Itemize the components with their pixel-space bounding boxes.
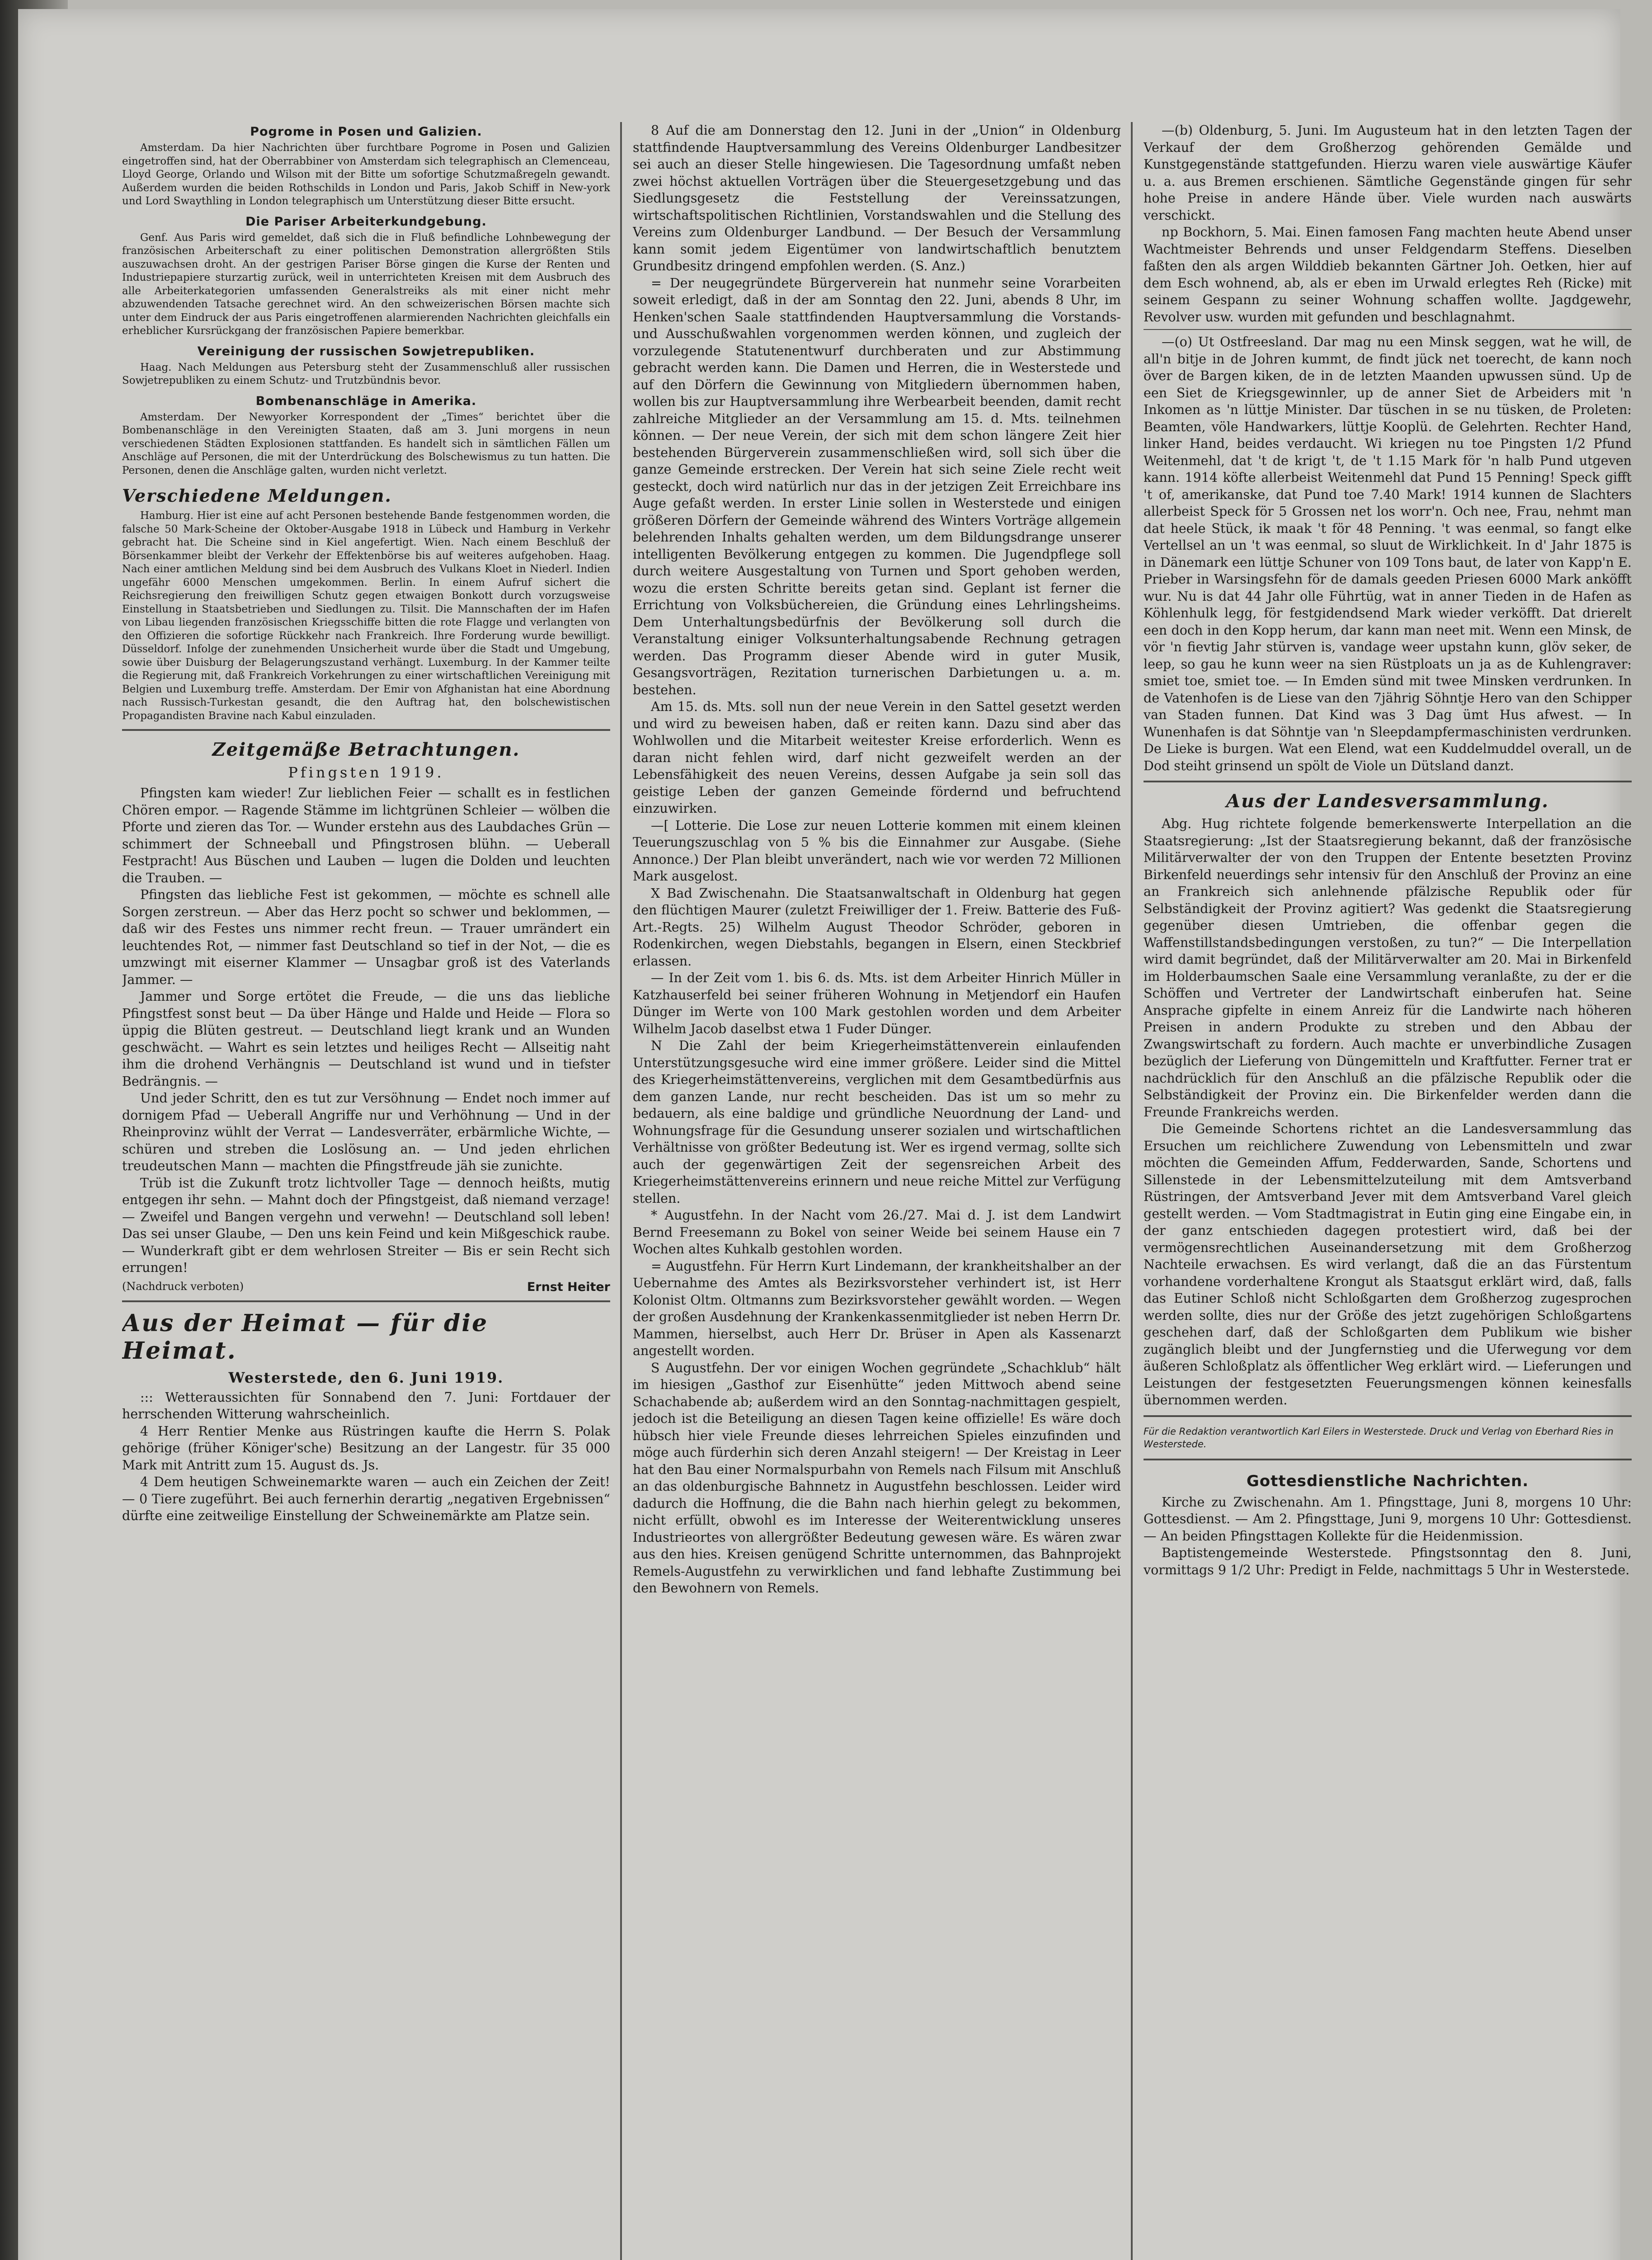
section-heading: Die Pariser Arbeiterkundgebung. xyxy=(245,214,487,229)
local-news: 8 Auf die am Donnerstag den 12. Juni in der „Union“ in Oldenburg stattfindende Hauptversammlung des Vereins Oldenburger Landbesitzer sei auch an dieser Stelle hingewiesen. Die Tagesordnung umfaßt neben zwei höchst aktuellen Vorträgen über die Steuergesetzgebung und das Siedlungsgesetz die Feststellung der Vereinssatzungen, wirtschaftspolitischen Richtlinien, Vorstandswahlen und die Stellung des Vereins zum Oldenburger Landbund. — Der Besuch der Versammlung kann somit jedem Eigentümer von landwirtschaftlich benutztem Grundbesitz dringend empfohlen werden. (S. Anz.) = Der neugegründete Bürgerverein hat nunmehr seine Vorarbeiten soweit erledigt, daß in der am Sonntag den 22. Juni, abends 8 Uhr, im Henken'schen Saale stattfindenden Hauptversammlung die Vorstands- und Ausschußwahlen vorgenommen werden können, und zugleich der vorzulegende Statutenentwurf durchberaten und zur Abstimmung gebracht werden kann. Die Damen und Herren, die in Westerstede und auf den Dörfern die Gewinnung von Mitgliedern übernommen haben, wollen bis zur Hauptversammlung ihre Werbearbeit beenden, damit recht zahlreiche Mitglieder an der Versammlung am 15. d. Mts. teilnehmen können. — Der neue Verein, der sich mit dem schon längere Zeit hier bestehenden Bürgerverein zusammenschließen wird, soll sich über die ganze Gemeinde erstrecken. Der Verein hat sich seine Ziele recht weit gesteckt, doch wird natürlich nur das in der jetzigen Zeit Erreichbare ins Auge gefaßt werden. In erster Linie sollen in Westerstede und einigen größeren Dörfern der Gemeinde während des Winters Vorträge allgemein belehrenden Inhalts gehalten werden, um dem Bildungsdrange unserer intelligenten Bevölkerung entgegen zu kommen. Die Jugendpflege soll durch weitere Ausgestaltung von Turnen und Sport gehoben werden, wozu die ersten Schritte bereits getan sind. Geplant ist ferner die Errichtung von Volksbüchereien, die Gründung eines Lehrlingsheims. Dem Unterhaltungsbedürfnis der Bevölkerung soll durch die Veranstaltung einiger Volksunterhaltungsabende Rechnung getragen werden. Das Programm dieser Abende wird in guter Musik, Gesangsvorträgen, Rezitation turnerischen Darbietungen u. a. m. bestehen. Am 15. ds. Mts. soll nun der neue Verein in den Sattel gesetzt werden und wird zu beweisen haben, daß er reiten kann. Dazu sind aber das Wohlwollen und die Mitarbeit weitester Kreise erforderlich. Wenn es daran nicht fehlen wird, darf nicht gezweifelt werden an der Lebensfähigkeit des neuen Vereins, dessen Aufgabe ja sein soll das geistige Leben der ganzen Gemeinde fördernd und befruchtend einzuwirken. —[ Lotterie. Die Lose zur neuen Lotterie kommen mit einem kleinen Teuerungszuschlag von 5 % bis die Einnahmer zur Ausgabe. (Siehe Annonce.) Der Plan bleibt unverändert, nach wie vor werden 72 Millionen Mark ausgelost. X Bad Zwischenahn. Die Staatsanwaltschaft in Oldenburg hat gegen den flüchtigen Maurer (zuletzt Freiwilliger der 1. Freiw. Batterie des Fuß-Art.-Regts. 25) Wilhelm August Theodor Schröder, geboren in Rodenkirchen, wegen Diebstahls, begangen in Elsern, einen Steckbrief erlassen. — In der Zeit vom 1. bis 6. ds. Mts. ist dem Arbeiter Hinrich Müller in Katzhauserfeld bei seiner früheren Wohnung in Metjendorf ein Haufen Dünger im Werte von 100 Mark gestohlen worden und dem Arbeiter Wilhelm Jacob daselbst etwa 1 Fuder Dünger. N Die Zahl der beim Kriegerheimstättenverein einlaufenden Unterstützungsgesuche wird eine immer größere. Leider sind die Mittel des Kriegerheimstättenvereins, verglichen mit dem Gesamtbedürfnis aus dem ganzen Lande, nur recht bescheiden. Das ist um so mehr zu bedauern, als eine baldige und gründliche Neuordnung der Land- und Wohnungsfrage für die Gesundung unserer sozialen und wirtschaftlichen Verhältnisse von größter Bedeutung ist. Wer es irgend vermag, sollte sich auch der gegenwärtigen Zeit der segensreichen Arbeit des Kriegerheimstättenvereins erinnern und neue reiche Mittel zur Verfügung stellen. * Augustfehn. In der Nacht vom 26./27. Mai d. J. ist dem Landwirt Bernd Freesemann zu Bokel von seiner Weide bei seinem Hause ein 7 Wochen altes Kuhkalb gestohlen worden. = Augustfehn. Für Herrn Kurt Lindemann, der krankheitshalber an der Uebernahme des Amtes als Bezirksvorsteher verhindert ist, ist Herr Kolonist Oltm. Oltmanns zum Bezirksvorsteher gewählt worden. — Wegen der großen Ausdehnung der Krankenkassenmitglieder ist neben Herrn Dr. Mammen, hierselbst, auch Herr Dr. Brüser in Apen als Kassenarzt angestellt worden. S Augustfehn. Der vor einigen Wochen gegründete „Schachklub“ hält im hiesigen „Gasthof zur Eisenhütte“ jeden Mittwoch abend seine Schachabende ab; außerdem wird an den Sonntag-nachmittagen gespielt, jedoch ist die Beteiligung an diesen Tagen keine offizielle! Es wäre doch hübsch hier viele Freunde dieses lehrreichen Spieles einzufinden und möge auch fürderhin sich deren Anzahl steigern! — Der Kreistag in Leer hat den Bau einer Normalspurbahn von Remels nach Filsum mit Anschluß an das oldenburgische Bahnnetz in Augustfehn beschlossen. Leider wird dadurch die Hoffnung, die die Bahn nach hierhin gelegt zu bekommen, nicht erfüllt, obwohl es im Interesse der Weiterentwicklung unseres Industrieortes von allergrößter Bedeutung gewesen wäre. Es wären zwar aus den hies. Kreisen genügend Schritte unternommen, das Bahnprojekt Remels-Augustfehn zu verwirklichen und fand lebhafte Zustimmung bei den Bewohnern von Remels. xyxy=(633,123,1121,1596)
column-rule xyxy=(620,122,622,2260)
news-item: Genf. Aus Paris wird gemeldet, daß sich die in Fluß befindliche Lohnbewegung der französischen Arbeiterschaft zu einer politischen Demonstration allergrößten Stils auszuwachsen droht. An der gestrigen Pariser Börse gingen die Kurse der Renten und Industriepapiere sturzartig zurück, weil in unterrichteten Kreisen mit dem Ausbruch des alle Arbeiterkategorien umfassenden Generalstreiks als mit einer nicht mehr abzuwendenden Tatsache gerechnet wird. An den schweizerischen Börsen machte sich unter dem Eindruck der aus Paris eingetroffenen alarmierenden Nachrichten gleichfalls ein erheblicher Kursrückgang der französischen Papiere bemerkbar. xyxy=(122,231,610,337)
byline xyxy=(122,1280,610,1294)
local-news: ::: Wetteraussichten für Sonnabend den 7. Juni: Fortdauer der herrschenden Witterung wahrscheinlich. 4 Herr Rentier Menke aus Rüstringen kaufte die Herrn S. Polak gehörige (früher Königer'sche) Besitzung an der Langestr. für 35 000 Mark mit Antritt zum 15. August ds. Js. 4 Dem heutigen Schweinemarkte waren — auch ein Zeichen der Zeit! — 0 Tiere zugeführt. Bei auch fernerhin derartig „negativen Ergebnissen“ dürfte eine zeitweilige Einstellung der Schweinemärkte am Platze sein. xyxy=(122,1389,610,1523)
author: Ernst Heiter xyxy=(527,1280,610,1294)
news-item: Amsterdam. Da hier Nachrichten über furchtbare Pogrome in Posen und Galizien eingetroffen sind, hat der Oberrabbiner von Amsterdam sich telegraphisch an Clemenceau, Lloyd George, Orlando und Wilson mit der Bitte um sofortige Schutzmaßregeln gewandt. Außerdem wurden die beiden Rothschilds in London und Paris, Jakob Schiff in New-york und Lord Swaythling in London telegraphisch um Unterstützung dieser Bitte ersucht. xyxy=(122,142,610,207)
section-heading: Gottesdienstliche Nachrichten. xyxy=(1246,1472,1529,1490)
column-3 xyxy=(1144,122,1632,2260)
news-item: Amsterdam. Der Newyorker Korrespondent der „Times“ berichtet über die Bombenanschläge in den Vereinigten Staaten, daß am 3. Juni morgens in neun verschiedenen Städten Explosionen stattfanden. Es handelt sich in sämtlichen Fällen um Anschläge auf Personen, die mit der Unterdrückung des Bolschewismus zu tun hatten. Die Personen, denen die Anschläge galten, wurden nicht verletzt. xyxy=(122,411,610,476)
divider xyxy=(1144,329,1632,330)
column-rule xyxy=(1131,122,1133,2260)
section-heading: Zeitgemäße Betrachtungen. xyxy=(212,739,520,760)
imprint: Für die Redaktion verantwortlich Karl Eilers in Westerstede. Druck und Verlag von Eberhard Ries in Westerstede. xyxy=(1144,1426,1614,1450)
assembly-report: Abg. Hug richtete folgende bemerkenswerte Interpellation an die Staatsregierung: „Ist der Staatsregierung bekannt, daß der französische Militärverwalter der von den Truppen der Entente besetzten Provinz Birkenfeld neuerdings sehr intensiv für den Anschluß der Provinz an eine an Frankreich sich anlehnende pfälzische Republik oder für Selbständigkeit der Provinz agitiert? Was gedenkt die Staatsregierung gegenüber diesen Umtrieben, die offenbar gegen die Waffenstillstandsbedingungen verstoßen, zu tun?“ — Die Interpellation wird damit begründet, daß der Militärverwalter am 20. Mai in Birkenfeld im Holderbaumschen Saale eine Versammlung veranlaßte, zu der er die Schöffen und Vertreter der Landwirtschaft einberufen hat. Seine Ansprache gipfelte in einem Anreiz für die Landwirte nach höheren Preisen in andern Produkte zu streben und den Abbau der Zwangswirtschaft zu fordern. Auch machte er unverbindliche Zusagen bezüglich der Lieferung von Düngemitteln und Kraftfutter. Ferner trat er nachdrücklich für den Anschluß an die pfälzische Republik oder die Selbständigkeit der Provinz ein. Die Birkenfelder werden dann die Freunde Frankreichs werden. Die Gemeinde Schortens richtet an die Landesversammlung das Ersuchen um reichlichere Zuwendung von Lebensmitteln und zwar möchten die Gemeinden Affum, Fedderwarden, Sande, Schortens und Sillenstede in der Lebensmittelzuteilung mit dem Amtsverband Rüstringen, der Amtsverband Jever mit dem Amtsverband Varel gleich gestellt werden. — Vom Stadtmagistrat in Eutin ging eine Eingabe ein, in der ganz entschieden dagegen protestiert wird, daß bei der vermögensrechtlichen Auseinandersetzung mit dem Großherzog Nachteile erwachsen. Es wird verlangt, daß die an das Fürstentum vorhandene vorderhaltene Krongut als Staatsgut erklärt wird, daß, falls das Eutiner Schloß nicht Schloßgarten dem Großherzog zugesprochen werden sollte, dies nur der Größe des jetzt zugehörigen Schloßgartens geschehen darf, daß der Schloßgarten dem Publikum wie bisher zugänglich bleibt und der Jungfernstieg und die Uferwegung vor dem äußeren Schloßplatz als öffentlicher Weg erklärt wird. — Lieferungen und Leistungen der festgesetzten Feuerungsmengen können keinesfalls übernommen werden. xyxy=(1144,816,1632,1408)
poem-subtitle: Pfingsten 1919. xyxy=(288,764,444,781)
section-heading: Aus der Heimat — für die Heimat. xyxy=(122,1309,489,1365)
divider xyxy=(1144,781,1632,782)
reprint-note: (Nachdruck verboten) xyxy=(122,1280,244,1293)
section-heading: Pogrome in Posen und Galizien. xyxy=(250,125,482,139)
column-1 xyxy=(122,122,610,2260)
divider xyxy=(1144,1415,1632,1417)
section-heading: Bombenanschläge in Amerika. xyxy=(255,394,477,408)
section-heading: Vereinigung der russischen Sowjetrepubliken. xyxy=(197,344,535,358)
poem-text: Pfingsten kam wieder! Zur lieblichen Feier — schallt es in festlichen Chören empor. — Ragende Stämme im lichtgrünen Schleier — wölben die Pforte und zieren das Tor. — Wunder erstehn aus des Laubdaches Grün — schimmert der Schneeball und Pfingstrosen blühn. — Ueberall Festpracht! Aus Büschen und Lauben — lugen die Dolden und leuchten die Trauben. — Pfingsten das liebliche Fest ist gekommen, — möchte es schnell alle Sorgen zerstreun. — Aber das Herz pocht so schwer und beklommen, — daß wir des Festes uns nimmer recht freun. — Trauer umrändert ein leuchtendes Rot, — nimmer fast Deutschland so tief in der Not, — die es umzwingt mit eiserner Klammer — Unsagbar groß ist des Vaterlands Jammer. — Jammer und Sorge ertötet die Freude, — die uns das liebliche Pfingstfest sonst beut — Da über Hänge und Halde und Heide — Flora so üppig die Blüten gestreut. — Deutschland liegt krank und an Wunden geschwächt. — Wahrt es sein letztes und heiliges Recht — Allseitig naht ihm die drohend Verhängnis — Deutschland ist wund und in tiefster Bedrängnis. — Und jeder Schritt, den es tut zur Versöhnung — Endet noch immer auf dornigem Pfad — Ueberall Angriffe nur und Verhöhnung — Und in der Rheinprovinz wühlt der Verrat — Landesverräter, erbärmliche Wichte, — schüren und streben die Loslösung an. — Und jeden ehrlichen treudeutschen Mann — machten die Pfingstfreude jäh sie zunichte. Trüb ist die Zukunft trotz lichtvoller Tage — dennoch heißts, mutig entgegen ihr sehn. — Mahnt doch der Pfingstgeist, daß niemand verzage! — Zweifel und Bangen vergehn und verwehn! — Deutschland soll leben! Das sei unser Glaube, — Den uns kein Feind und kein Mißgeschick raube. — Wunderkraft gibt er dem wehrlosen Streiter — Bis er sein Recht sich errungen! xyxy=(122,786,610,1275)
section-heading: Aus der Landesversammlung. xyxy=(1226,791,1549,812)
section-heading: Verschiedene Meldungen. xyxy=(122,485,392,506)
column-2 xyxy=(633,122,1121,2260)
divider xyxy=(122,1300,610,1302)
news-item: Haag. Nach Meldungen aus Petersburg steht der Zusammenschluß aller russischen Sowjetrepubliken zu einem Schutz- und Trutzbündnis bevor. xyxy=(122,361,610,386)
divider xyxy=(122,729,610,731)
divider xyxy=(1144,1459,1632,1460)
regional-news: —(b) Oldenburg, 5. Juni. Im Augusteum hat in den letzten Tagen der Verkauf der dem Großherzog gehörenden Gemälde und Kunstgegenstände stattgefunden. Hierzu waren viele auswärtige Käufer u. a. aus Bremen erschienen. Sämtliche Gegenstände gingen für sehr hohe Preise in andere Hände über. Viele wurden nach auswärts verschickt. np Bockhorn, 5. Mai. Einen famosen Fang machten heute Abend unser Wachtmeister Behrends und unser Feldgendarm Steffens. Dieselben faßten den als argen Wilddieb bekannten Gärtner Joh. Oetken, hier auf dem Esch wohnend, ab, als er eben im Urwald erlegtes Reh (Ricke) mit seinem Gespann zu seiner Wohnung schaffen wollte. Jagdgewehr, Revolver usw. wurden mit gefunden und beschlagnahmt. —(o) Ut Ostfreesland. Dar mag nu een Minsk seggen, wat he will, de all'n bitje in de Johren kummt, de findt jück net toerecht, de kann noch över de Bargen kiken, de in de letzten Maanden upwussen sünd. Up de een Siet de Kriegsgewinnler, up de anner Siet de Arbeiders mit 'n Inkomen as 'n lüttje Minister. Dar tüschen in se nu tüsken, de Proleten: Beamten, völe Handwarkers, lüttje Kooplü. de Gelehrten. Rechter Hand, linker Hand, beides verdaucht. Wi kriegen nu toe Pingsten 1/2 Pfund Weitenmehl, dat 't de krigt 't, de 't 1.15 Mark för 'n halb Pund utgeven kann. 1914 köfte allerbeist Weitenmehl dat Pund 15 Penning! Speck gifft 't of, amerikanske, dat Pund toe 7.40 Mark! 1914 kunnen de Slachters allerbeist Speck för 5 Grossen net los worr'n. Och nee, Frau, nehmt man dat heele Stück, ik maak 't för 48 Penning. 't was eenmal, so fangt elke Vertellsel an un 't was eenmal, so sluut de Wirklichkeit. In d' Jahr 1875 is in Dänemark een lüttje Schuner von 109 Tons baut, de later von Kapp'n E. Prieber in Warsingsfehn för de damals geeden Priesen 6000 Mark anköfft wur. Nu is dat 44 Jahr olle Führtüg, wat in anner Tieden in de Hafen as Köhlenhulk legg, för festgidendsend Mark wieder verköfft. Dat drierelt een doch in den Kopp herum, dar kann man neet mit. Wenn een Minsk, de vör 'n fievtig Jahr stürven is, vandage weer upstahn kunn, glöv seker, de leep, so gau he kunn weer na sien Rüstploats un ja as de Kuhlengraver: smiet toe, smiet toe. — In Emden sünd mit twee Minsken verdrunken. In de Vatenhofen is de Liese van den 7jährig Söhntje Hero van den Schipper van Staden funnen. Dat Kind was 3 Dag ümt Hus afwest. — In Wunenhafen is dat Söhntje van 'n Sleepdampfermaschinisten verdrunken. De Lieke is burgen. Wat een Elend, wat een Kuddelmuddel overall, un de Dod steiht grinsend un spölt de Viole un Dütsland danzt. xyxy=(1144,123,1632,773)
church-notices: Kirche zu Zwischenahn. Am 1. Pfingsttage, Juni 8, morgens 10 Uhr: Gottesdienst. — Am 2. Pfingsttage, Juni 9, morgens 10 Uhr: Gottesdienst. — An beiden Pfingsttagen Kollekte für die Heidenmission. Baptistengemeinde Westerstede. Pfingstsonntag den 8. Juni, vormittags 9 1/2 Uhr: Predigt in Felde, nachmittags 5 Uhr in Westerstede. xyxy=(1144,1494,1632,1577)
dateline: Westerstede, den 6. Juni 1919. xyxy=(228,1369,504,1386)
news-item: Hamburg. Hier ist eine auf acht Personen bestehende Bande festgenommen worden, die falsche 50 Mark-Scheine der Oktober-Ausgabe 1918 in Lübeck und Hamburg in Verkehr gebracht hat. Die Scheine sind in Kiel angefertigt. Wien. Nach einem Beschluß der Börsenkammer bleibt der Verkehr der Effektenbörse bis auf weiteres aufgehoben. Haag. Nach einer amtlichen Meldung sind bei dem Ausbruch des Vulkans Kloet in Niederl. Indien ungefähr 6000 Menschen umgekommen. Berlin. In einem Aufruf sichert die Reichsregierung den freiwilligen Schutz gegen etwaigen Bonkott durch vorzugsweise Einstellung in Staatsbetrieben und Siedlungen zu. Tilsit. Die Mannschaften der im Hafen von Libau liegenden französischen Kriegsschiffe bitten die rote Flagge und verlangten von den Offizieren die sofortige Rückkehr nach Frankreich. Ihre Forderung wurde bewilligt. Düsseldorf. Infolge der zunehmenden Unsicherheit wurde über die Stadt und Umgebung, sowie über Duisburg der Belagerungszustand verhängt. Luxemburg. In der Kammer teilte die Regierung mit, daß Frankreich Vorkehrungen zu einer wirtschaftlichen Vereinigung mit Belgien und Luxemburg treffe. Amsterdam. Der Emir von Afghanistan hat eine Abordnung nach Russisch-Turkestan gesandt, die den Auftrag hat, den bolschewistischen Propagandisten Bravine nach Kabul einzuladen. xyxy=(122,510,610,722)
